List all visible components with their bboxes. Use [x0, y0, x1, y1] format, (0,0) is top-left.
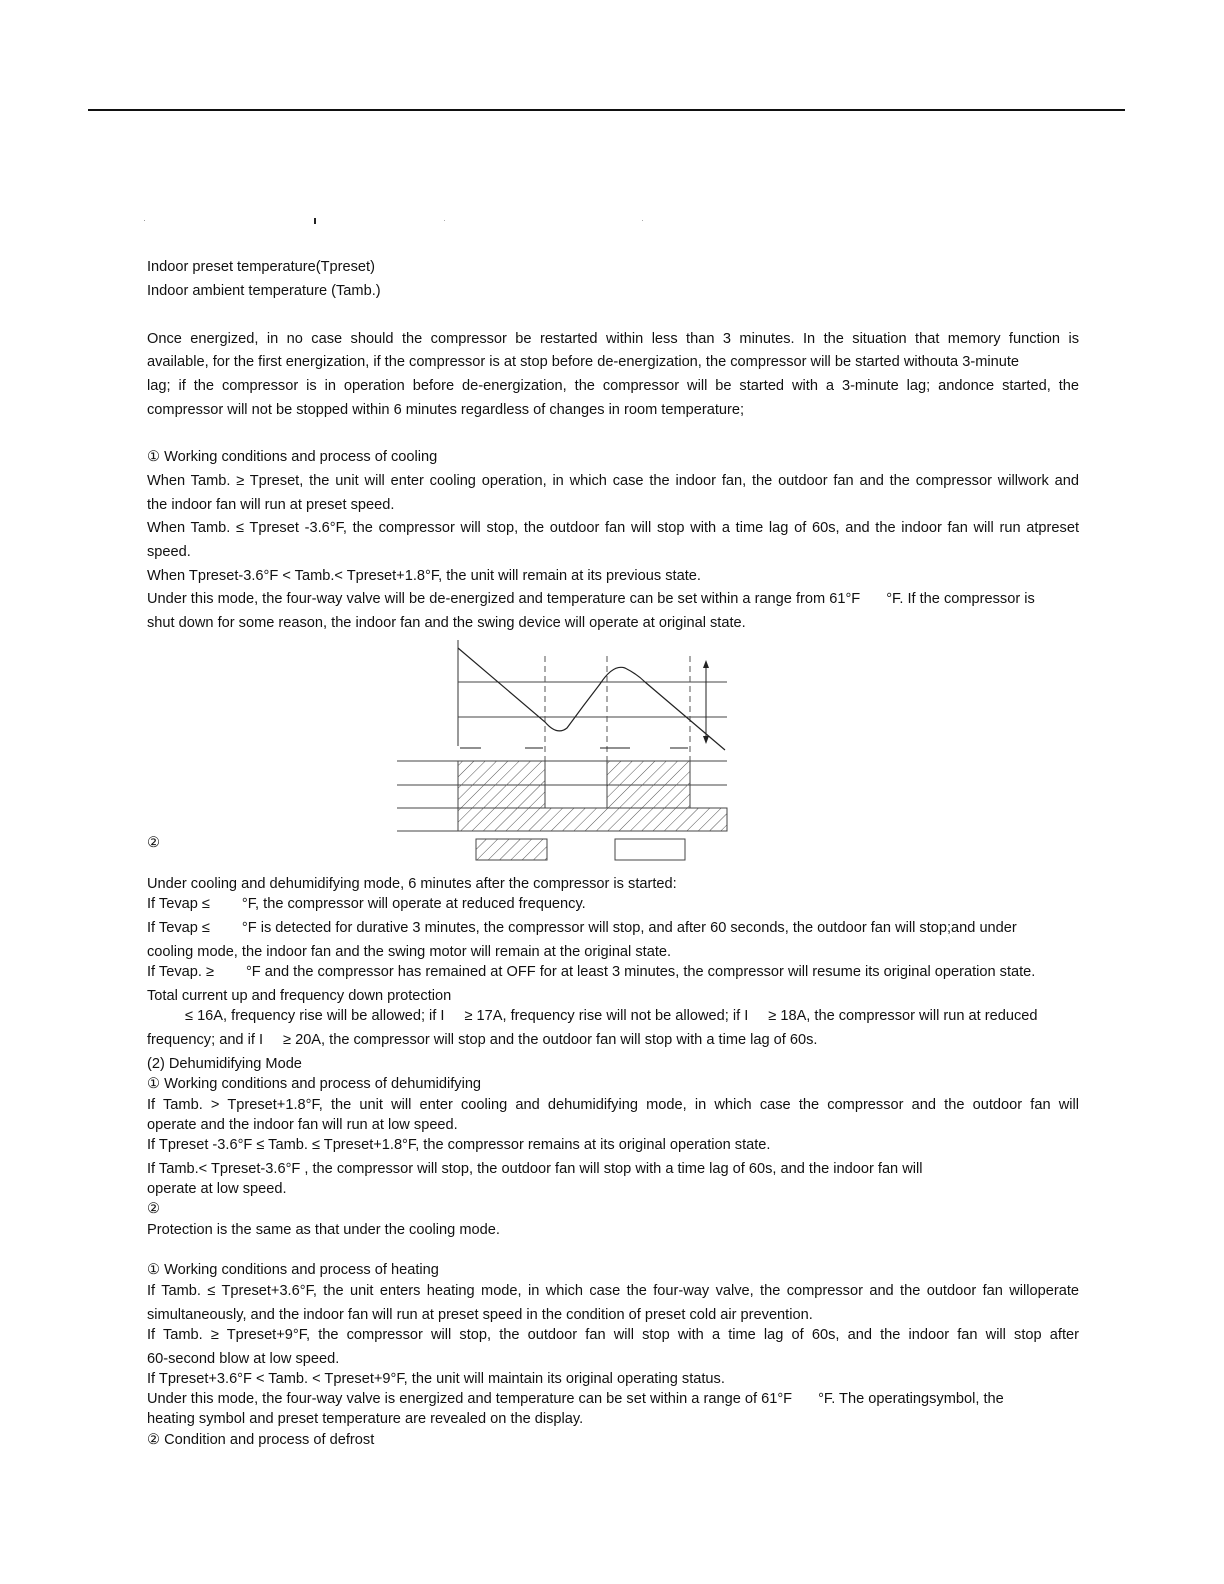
paragraph-line: 60-second blow at low speed. [147, 1351, 340, 1367]
cooling-timing-diagram [395, 636, 730, 866]
section-heading: ① Working conditions and process of heating [147, 1262, 439, 1278]
paragraph-line: If Tamb. ≤ Tpreset+3.6°F, the unit enters heating mode, in which case the four-way valve, the compressor and the outdoor fan willoperate [147, 1283, 1079, 1299]
paragraph-line: If Tpreset -3.6°F ≤ Tamb. ≤ Tpreset+1.8°F, the compressor remains at its original operation state. [147, 1137, 771, 1153]
diagram-marker: ② [147, 1201, 161, 1217]
paragraph-line [147, 590, 1079, 608]
compressor-on-block [607, 761, 690, 808]
text-segment: ≤ 16A, frequency rise will be allowed; if I [185, 1008, 445, 1024]
paragraph-line: If Tamb. > Tpreset+1.8°F, the unit will enter cooling and dehumidifying mode, in which case the compressor and the outdoor fan will [147, 1097, 1079, 1113]
paragraph-line: When Tpreset-3.6°F < Tamb.< Tpreset+1.8°F, the unit will remain at its previous state. [147, 568, 701, 584]
paragraph-line [147, 963, 1079, 981]
paragraph-line: If Tpreset+3.6°F < Tamb. < Tpreset+9°F, the unit will maintain its original operating status. [147, 1371, 725, 1387]
section-heading: ① Working conditions and process of dehumidifying [147, 1076, 482, 1092]
text-segment: If Tevap ≤ [147, 896, 210, 912]
paragraph-line: When Tamb. ≥ Tpreset, the unit will enter cooling operation, in which case the indoor fan, the outdoor fan and the compressor willwork and [147, 473, 1079, 489]
paragraph-line [185, 1007, 1079, 1025]
indoor-fan-on-block [458, 808, 727, 831]
paragraph-line: Protection is the same as that under the cooling mode. [147, 1222, 500, 1238]
paragraph-line: shut down for some reason, the indoor fan and the swing device will operate at original state. [147, 615, 746, 631]
paragraph-line: lag; if the compressor is in operation before de-energization, the compressor will be started with a 3-minute lag; andonce started, the [147, 378, 1079, 394]
paragraph-line: When Tamb. ≤ Tpreset -3.6°F, the compressor will stop, the outdoor fan will stop with a time lag of 60s, and the indoor fan will run atpreset [147, 520, 1079, 536]
text-segment: frequency; and if I [147, 1032, 264, 1048]
header-rule [88, 109, 1125, 111]
paragraph-line: If Tamb. ≥ Tpreset+9°F, the compressor will stop, the outdoor fan will stop with a time lag of 60s, and the indoor fan will stop after [147, 1327, 1079, 1343]
paragraph-line [147, 1390, 1079, 1408]
text-segment: °F is detected for durative 3 minutes, the compressor will stop, and after 60 seconds, the outdoor fan will stop;and under [241, 920, 1017, 936]
text-segment: Under this mode, the four-way valve will be de-energized and temperature can be set within a range from 61°F [147, 591, 861, 607]
section-heading: (2) Dehumidifying Mode [147, 1056, 302, 1072]
text-segment: °F. The operatingsymbol, the [818, 1391, 1004, 1407]
paragraph-line: speed. [147, 544, 191, 560]
text-segment: ≥ 18A, the compressor will run at reduced [768, 1008, 1038, 1024]
paragraph-line: the indoor fan will run at preset speed. [147, 497, 395, 513]
paragraph-line: heating symbol and preset temperature are revealed on the display. [147, 1411, 584, 1427]
paragraph-line: If Tamb.< Tpreset-3.6°F , the compressor will stop, the outdoor fan will stop with a time lag of 60s, and the indoor fan will [147, 1161, 923, 1177]
arrow-head [703, 736, 709, 744]
text-segment: °F and the compressor has remained at OFF for at least 3 minutes, the compressor will resume its original operation state. [245, 964, 1036, 980]
text-segment: ≥ 20A, the compressor will stop and the outdoor fan will stop with a time lag of 60s. [283, 1032, 818, 1048]
paragraph-line: simultaneously, and the indoor fan will run at preset speed in the condition of preset cold air prevention. [147, 1307, 813, 1323]
paragraph-line [147, 1031, 1079, 1049]
compressor-on-block [458, 761, 545, 808]
intro-line: Indoor preset temperature(Tpreset) [147, 259, 375, 275]
intro-line: Indoor ambient temperature (Tamb.) [147, 283, 381, 299]
text-segment: Under this mode, the four-way valve is energized and temperature can be set within a range of 61°F [147, 1391, 793, 1407]
paragraph-line: compressor will not be stopped within 6 minutes regardless of changes in room temperature; [147, 402, 745, 418]
paragraph-line [147, 895, 1079, 913]
paragraph-line [147, 919, 1079, 937]
paragraph-line: cooling mode, the indoor fan and the swing motor will remain at the original state. [147, 944, 672, 960]
arrow-head [703, 660, 709, 668]
section-heading: ① Working conditions and process of cooling [147, 449, 438, 465]
text-segment: If Tevap. ≥ [147, 964, 214, 980]
paragraph-line: Under cooling and dehumidifying mode, 6 minutes after the compressor is started: [147, 876, 677, 892]
temperature-curve [458, 648, 725, 750]
paragraph-line: operate at low speed. [147, 1181, 287, 1197]
text-segment: ≥ 17A, frequency rise will not be allowed; if I [464, 1008, 749, 1024]
paragraph-line: Once energized, in no case should the compressor be restarted within less than 3 minutes. In the situation that memory function is [147, 331, 1079, 347]
diagram-marker: ② [147, 835, 161, 851]
section-heading: ② Condition and process of defrost [147, 1432, 375, 1448]
faded-heading-remnant [144, 214, 644, 226]
paragraph-line: Total current up and frequency down protection [147, 988, 452, 1004]
text-segment: °F, the compressor will operate at reduced frequency. [241, 896, 586, 912]
text-segment: If Tevap ≤ [147, 920, 210, 936]
paragraph-line: available, for the first energization, if the compressor is at stop before de-energization, the compressor will be started withouta 3-minute [147, 354, 1020, 370]
text-segment: °F. If the compressor is [886, 591, 1035, 607]
paragraph-line: operate and the indoor fan will run at low speed. [147, 1117, 458, 1133]
